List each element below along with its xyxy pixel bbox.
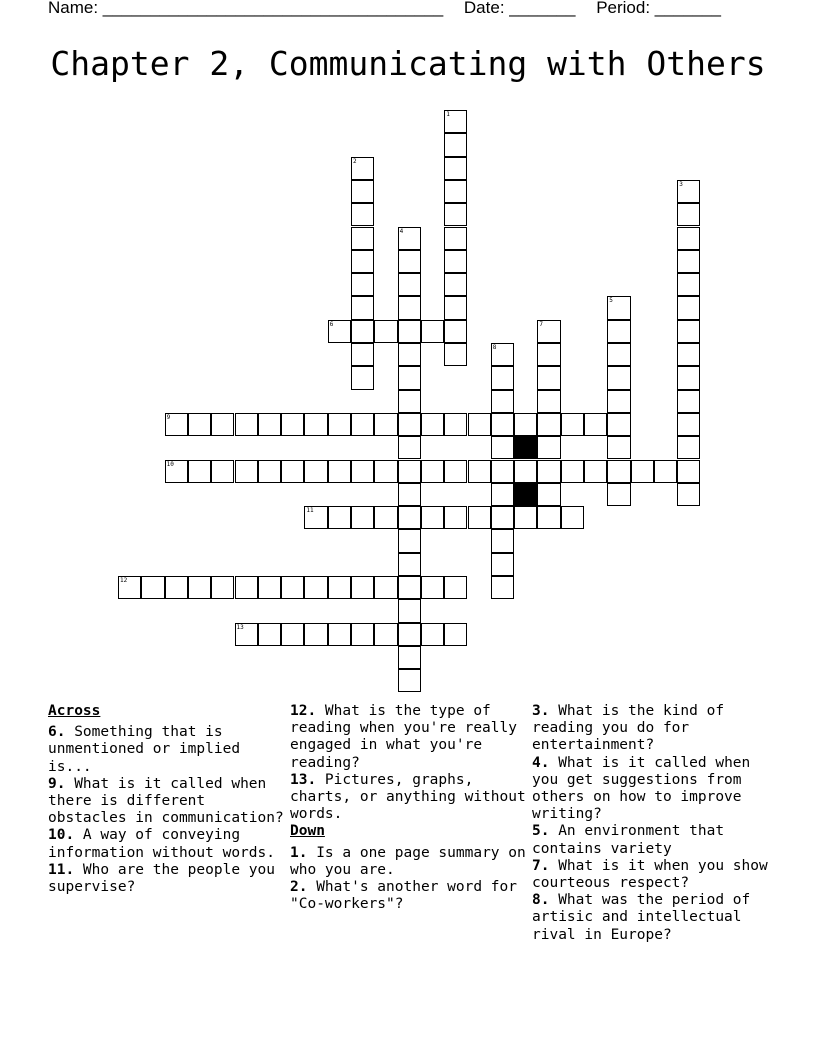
- grid-cell[interactable]: [677, 320, 700, 343]
- grid-cell[interactable]: [537, 390, 560, 413]
- grid-cell[interactable]: [304, 460, 327, 483]
- clue-number: 13.: [290, 771, 325, 788]
- grid-cell[interactable]: [188, 576, 211, 599]
- grid-cell[interactable]: [351, 227, 374, 250]
- clue-4: [532, 755, 772, 824]
- grid-cell[interactable]: [444, 413, 467, 436]
- grid-cell[interactable]: [235, 576, 258, 599]
- grid-cell[interactable]: [444, 273, 467, 296]
- grid-cell[interactable]: [607, 436, 630, 459]
- clue-column-3: [532, 703, 772, 944]
- grid-cell[interactable]: [677, 227, 700, 250]
- name-field[interactable]: Name: ____________________________________: [48, 0, 444, 17]
- grid-cell[interactable]: [491, 460, 514, 483]
- clue-text: Is a one page summary on who you are.: [290, 844, 526, 878]
- grid-cell[interactable]: [374, 506, 397, 529]
- grid-cell[interactable]: [351, 273, 374, 296]
- grid-cell-blocked: [514, 483, 537, 506]
- grid-cell[interactable]: [374, 623, 397, 646]
- clue-number: 1.: [290, 844, 317, 861]
- grid-cell[interactable]: [537, 506, 560, 529]
- grid-cell[interactable]: [607, 320, 630, 343]
- grid-cell[interactable]: [491, 413, 514, 436]
- grid-cell[interactable]: [351, 623, 374, 646]
- grid-cell[interactable]: [444, 133, 467, 156]
- across-clue-list: [48, 724, 288, 896]
- grid-cell[interactable]: [444, 227, 467, 250]
- grid-cell[interactable]: [398, 250, 421, 273]
- date-field[interactable]: Date: _______: [463, 0, 576, 17]
- grid-cell[interactable]: [561, 413, 584, 436]
- clue-7: [532, 858, 772, 892]
- clue-5: [532, 823, 772, 857]
- grid-cell[interactable]: [421, 413, 444, 436]
- grid-cell[interactable]: [444, 157, 467, 180]
- grid-cell[interactable]: [584, 460, 607, 483]
- clue-1: [290, 845, 530, 879]
- clue-3: [532, 703, 772, 755]
- grid-cell[interactable]: [677, 343, 700, 366]
- grid-cell[interactable]: [468, 460, 491, 483]
- grid-cell[interactable]: [281, 460, 304, 483]
- grid-cell[interactable]: [351, 366, 374, 389]
- across-heading: Across: [48, 703, 101, 719]
- clue-text: Who are the people you supervise?: [48, 861, 275, 896]
- grid-cell[interactable]: [421, 576, 444, 599]
- clue-text: What is it called when there is different obstacles in communication?: [48, 775, 284, 827]
- grid-cell[interactable]: [328, 576, 351, 599]
- grid-cell[interactable]: [444, 320, 467, 343]
- clue-column-1: [48, 703, 288, 896]
- clue-8: [532, 892, 772, 944]
- grid-cell[interactable]: [374, 413, 397, 436]
- grid-cell[interactable]: [677, 296, 700, 319]
- grid-cell[interactable]: [444, 506, 467, 529]
- grid-cell[interactable]: [607, 483, 630, 506]
- grid-clue-number: 3: [679, 180, 683, 188]
- grid-cell[interactable]: [351, 180, 374, 203]
- grid-cell[interactable]: [328, 413, 351, 436]
- grid-clue-number: 4: [399, 227, 404, 235]
- grid-cell[interactable]: [491, 576, 514, 599]
- grid-clue-number: 8: [492, 344, 497, 351]
- grid-cell[interactable]: [491, 529, 514, 552]
- grid-cell[interactable]: [584, 413, 607, 436]
- grid-clue-number: 11: [306, 507, 314, 515]
- grid-cell[interactable]: [491, 553, 514, 576]
- grid-cell[interactable]: [444, 296, 467, 319]
- grid-cell[interactable]: [607, 366, 630, 389]
- clue-9: [48, 776, 288, 828]
- grid-cell[interactable]: [654, 460, 677, 483]
- grid-cell[interactable]: [304, 413, 327, 436]
- across-clue-list-continued: [290, 703, 530, 823]
- grid-cell[interactable]: [351, 576, 374, 599]
- clue-10: [48, 827, 288, 861]
- grid-cell[interactable]: [421, 623, 444, 646]
- grid-cell[interactable]: [444, 576, 467, 599]
- grid-cell[interactable]: [398, 576, 421, 599]
- grid-cell[interactable]: [374, 576, 397, 599]
- grid-cell[interactable]: [398, 599, 421, 622]
- grid-cell[interactable]: [491, 390, 514, 413]
- grid-cell[interactable]: [398, 623, 421, 646]
- grid-cell[interactable]: [537, 366, 560, 389]
- grid-cell[interactable]: [351, 250, 374, 273]
- clue-text: What is the type of reading when you're really engaged in what you're reading?: [290, 703, 517, 771]
- grid-cell[interactable]: [211, 413, 234, 436]
- grid-cell[interactable]: [677, 273, 700, 296]
- grid-cell[interactable]: [398, 506, 421, 529]
- grid-cell[interactable]: [281, 623, 304, 646]
- grid-cell[interactable]: [491, 366, 514, 389]
- grid-cell[interactable]: [398, 296, 421, 319]
- grid-cell[interactable]: [235, 460, 258, 483]
- period-field[interactable]: Period: _______: [596, 0, 721, 17]
- grid-clue-number: 7: [539, 320, 544, 328]
- grid-cell[interactable]: [607, 390, 630, 413]
- clue-number: 11.: [48, 861, 83, 878]
- grid-cell[interactable]: [677, 483, 700, 506]
- grid-cell[interactable]: [398, 553, 421, 576]
- clue-2: [290, 879, 530, 913]
- grid-cell[interactable]: [444, 250, 467, 273]
- grid-clue-number: 6: [329, 320, 334, 328]
- grid-cell[interactable]: [421, 460, 444, 483]
- grid-cell[interactable]: [398, 669, 421, 692]
- grid-cell[interactable]: [351, 320, 374, 343]
- clue-12: [290, 703, 530, 772]
- grid-cell[interactable]: [537, 483, 560, 506]
- grid-cell[interactable]: [398, 343, 421, 366]
- grid-cell[interactable]: [677, 366, 700, 389]
- grid-cell[interactable]: [351, 413, 374, 436]
- grid-cell[interactable]: [304, 576, 327, 599]
- clue-number: 2.: [290, 879, 317, 896]
- grid-clue-number: 1: [446, 111, 450, 118]
- grid-cell[interactable]: [444, 460, 467, 483]
- clue-number: 10.: [48, 827, 83, 844]
- clue-text: Pictures, graphs, charts, or anything without words.: [290, 771, 526, 823]
- grid-cell[interactable]: [607, 343, 630, 366]
- clue-number: 3.: [532, 703, 559, 719]
- grid-cell[interactable]: [258, 413, 281, 436]
- grid-cell[interactable]: [328, 623, 351, 646]
- grid-cell[interactable]: [141, 576, 164, 599]
- grid-cell[interactable]: [258, 576, 281, 599]
- clue-text: Something that is unmentioned or implied is...: [48, 724, 241, 775]
- grid-cell[interactable]: [677, 413, 700, 436]
- grid-cell[interactable]: [561, 460, 584, 483]
- clue-13: [290, 772, 530, 824]
- down-clue-list: [290, 845, 530, 914]
- grid-cell[interactable]: [328, 460, 351, 483]
- clue-text: What was the period of artisic and intellectual rival in Europe?: [532, 892, 751, 943]
- grid-cell[interactable]: [281, 413, 304, 436]
- grid-cell[interactable]: [677, 250, 700, 273]
- grid-cell[interactable]: [537, 436, 560, 459]
- grid-cell[interactable]: [561, 506, 584, 529]
- grid-cell[interactable]: [188, 413, 211, 436]
- grid-cell[interactable]: [607, 460, 630, 483]
- grid-cell[interactable]: [398, 320, 421, 343]
- grid-cell[interactable]: [421, 506, 444, 529]
- grid-cell[interactable]: [398, 483, 421, 506]
- grid-cell[interactable]: [351, 506, 374, 529]
- grid-cell[interactable]: [351, 296, 374, 319]
- grid-cell[interactable]: [677, 460, 700, 483]
- grid-clue-number: 12: [120, 577, 128, 584]
- clue-number: 9.: [48, 775, 75, 792]
- clue-6: [48, 724, 288, 776]
- clue-number: 7.: [532, 857, 559, 874]
- down-heading: Down: [290, 823, 325, 840]
- grid-cell[interactable]: [468, 506, 491, 529]
- grid-cell[interactable]: [631, 460, 654, 483]
- grid-cell[interactable]: [374, 460, 397, 483]
- grid-cell[interactable]: [444, 623, 467, 646]
- clue-text: What is it when you show courteous respect?: [532, 857, 768, 892]
- grid-cell[interactable]: [398, 646, 421, 669]
- clue-text: An environment that contains variety: [532, 823, 725, 857]
- grid-cell[interactable]: [351, 203, 374, 226]
- grid-cell[interactable]: [491, 436, 514, 459]
- grid-cell[interactable]: [514, 506, 537, 529]
- grid-cell[interactable]: [677, 390, 700, 413]
- clue-number: 8.: [532, 892, 559, 909]
- clue-number: 6.: [48, 724, 75, 741]
- down-clue-list-continued: [532, 703, 772, 944]
- grid-cell[interactable]: [398, 413, 421, 436]
- grid-cell[interactable]: [444, 203, 467, 226]
- clue-number: 4.: [532, 754, 559, 771]
- grid-cell[interactable]: [398, 366, 421, 389]
- grid-cell[interactable]: [211, 460, 234, 483]
- grid-cell[interactable]: [491, 506, 514, 529]
- grid-cell[interactable]: [421, 320, 444, 343]
- grid-cell[interactable]: [398, 436, 421, 459]
- grid-cell[interactable]: [514, 413, 537, 436]
- grid-cell[interactable]: [468, 413, 491, 436]
- grid-cell[interactable]: [491, 483, 514, 506]
- clue-number: 5.: [532, 823, 559, 840]
- clue-text: What is the kind of reading you do for entertainment?: [532, 703, 725, 754]
- clue-text: What's another word for "Co-workers"?: [290, 879, 517, 913]
- grid-clue-number: 2: [353, 157, 357, 165]
- grid-cell[interactable]: [188, 460, 211, 483]
- grid-cell[interactable]: [304, 623, 327, 646]
- grid-cell[interactable]: [351, 343, 374, 366]
- grid-cell[interactable]: [258, 623, 281, 646]
- grid-cell[interactable]: [235, 413, 258, 436]
- grid-clue-number: 10: [166, 460, 174, 468]
- grid-cell-blocked: [514, 436, 537, 459]
- page-title: Chapter 2, Communicating with Others: [50, 44, 766, 83]
- clue-number: 12.: [290, 703, 325, 719]
- grid-cell[interactable]: [537, 413, 560, 436]
- grid-clue-number: 13: [236, 623, 244, 631]
- grid-cell[interactable]: [211, 576, 234, 599]
- grid-cell[interactable]: [607, 413, 630, 436]
- grid-cell[interactable]: [444, 343, 467, 366]
- grid-cell[interactable]: [165, 576, 188, 599]
- grid-cell[interactable]: [514, 460, 537, 483]
- grid-cell[interactable]: [677, 203, 700, 226]
- grid-cell[interactable]: [328, 506, 351, 529]
- grid-cell[interactable]: [677, 436, 700, 459]
- grid-cell[interactable]: [258, 460, 281, 483]
- grid-cell[interactable]: [398, 460, 421, 483]
- grid-cell[interactable]: [444, 180, 467, 203]
- clue-11: [48, 862, 288, 896]
- grid-cell[interactable]: [398, 529, 421, 552]
- grid-clue-number: 9: [166, 413, 171, 421]
- grid-clue-number: 5: [609, 297, 613, 305]
- grid-cell[interactable]: [537, 460, 560, 483]
- grid-cell[interactable]: [398, 390, 421, 413]
- grid-cell[interactable]: [374, 320, 397, 343]
- grid-cell[interactable]: [351, 460, 374, 483]
- grid-cell[interactable]: [281, 576, 304, 599]
- clue-text: A way of conveying information without words.: [48, 827, 275, 861]
- grid-cell[interactable]: [398, 273, 421, 296]
- clue-column-2: [290, 703, 530, 913]
- grid-cell[interactable]: [537, 343, 560, 366]
- clue-text: What is it called when you get suggestions from others on how to improve writing?: [532, 754, 751, 823]
